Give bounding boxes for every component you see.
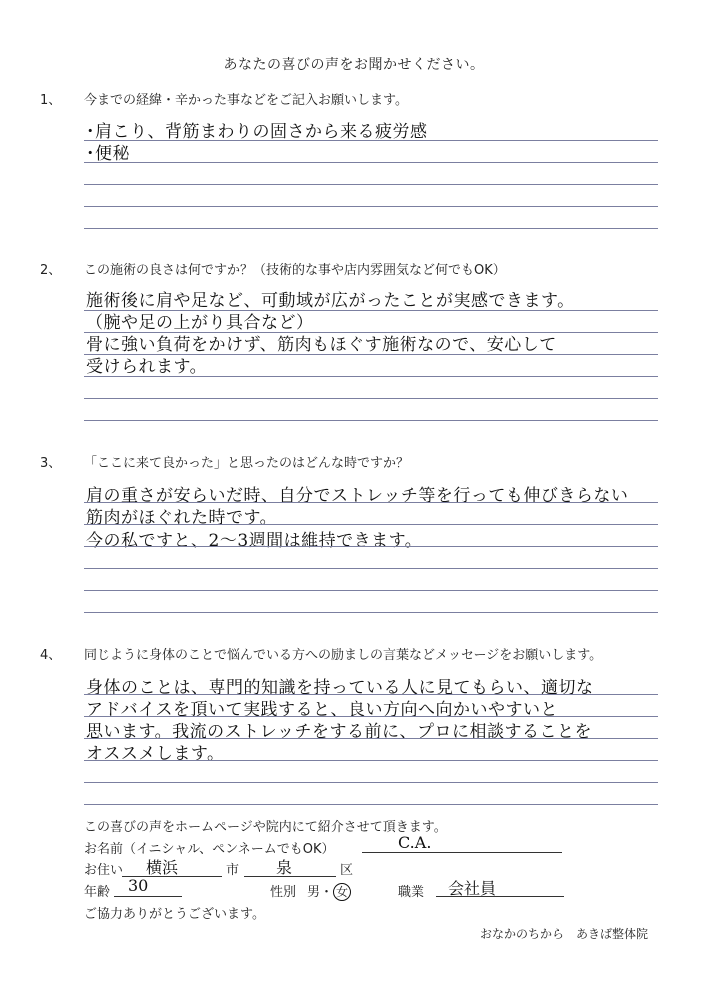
ruled-line [84,760,658,761]
answer-2-line-1: 施術後に肩や足など、可動域が広がったことが実感できます。 [86,291,575,311]
answer-2-line-2: （腕や足の上がり具合など） [86,313,314,333]
answer-4-line-3: 思います。我流のストレッチをする前に、プロに相談することを [86,722,592,742]
answer-3-line-3: 今の私ですと、2〜3週間は維持できます。 [86,531,423,551]
ruled-line [84,184,658,185]
answer-3-line-1: 肩の重さが安らいだ時、自分でストレッチ等を行っても伸びきらない [86,486,629,506]
age-underline [114,896,182,897]
question-4-text: 同じように身体のことで悩んでいる方への励ましの言葉などメッセージをお願いします。 [84,648,603,663]
question-2-text: この施術の良さは何ですか？（技術的な事や店内雰囲気など何でもOK） [84,263,506,278]
answer-1-line-2: ･便秘 [86,144,130,164]
answer-4-line-4: オススメします。 [86,744,225,764]
question-1-text: 今までの経緯・辛かった事などをご記入お願いします。 [84,93,408,108]
name-value: C.A. [398,833,432,852]
question-3-number: 3、 [40,456,62,471]
age-label: 年齢 [84,885,111,900]
gender-male: 男 [307,885,321,900]
ruled-line [84,420,658,421]
gender-label: 性別 [270,885,297,900]
question-4-number: 4、 [40,648,62,663]
ruled-line [84,332,658,333]
name-underline [362,852,562,853]
ward-suffix: 区 [340,863,354,878]
job-value: 会社員 [448,879,497,898]
age-value: 30 [128,876,149,895]
answer-4-line-1: 身体のことは、専門的知識を持っている人に見てもらい、適切な [86,678,594,698]
ruled-line [84,612,658,613]
question-2-number: 2、 [40,263,62,278]
ruled-line [84,376,658,377]
ruled-line [84,310,658,311]
question-1-number: 1、 [40,93,62,108]
city-value: 横浜 [146,858,179,877]
name-label: お名前（イニシャル、ペンネームでもOK） [84,842,335,857]
ruled-line [84,354,658,355]
ruled-line [84,804,658,805]
ruled-line [84,716,658,717]
answer-2-line-4: 受けられます。 [86,357,208,377]
ruled-line [84,524,658,525]
thanks-text: ご協力ありがとうございます。 [84,907,265,922]
ruled-line [84,398,658,399]
answer-1-line-1: ･肩こり、背筋まわりの固さから来る疲労感 [86,122,428,142]
question-3-text: 「ここに来て良かった」と思ったのはどんな時ですか？ [84,456,410,471]
gender-separator: ・ [320,885,334,900]
ruled-line [84,738,658,739]
clinic-name: おなかのちから あきば整体院 [480,927,649,941]
ruled-line [84,782,658,783]
ruled-line [84,206,658,207]
answer-4-line-2: アドバイスを頂いて実践すると、良い方向へ向かいやすいと [86,700,558,720]
job-underline [436,896,564,897]
ruled-line [84,140,658,141]
gender-female-circled: 女 [333,883,351,901]
gender-options [307,881,351,901]
ruled-line [84,590,658,591]
ruled-line [84,546,658,547]
publication-notice: この喜びの声をホームページや院内にて紹介させて頂きます。 [84,820,447,835]
ruled-line [84,228,658,229]
address-label: お住い [84,863,124,878]
ward-underline [244,876,336,877]
ruled-line [84,694,658,695]
answer-3-line-2: 筋肉がほぐれた時です。 [86,508,278,528]
survey-title: あなたの喜びの声をお聞かせください。 [223,57,485,73]
ruled-line [84,162,658,163]
job-label: 職業 [398,885,425,900]
answer-2-line-3: 骨に強い負荷をかけず、筋肉もほぐす施術なので、安心して [86,335,557,355]
ward-value: 泉 [276,858,293,877]
ruled-line [84,502,658,503]
city-suffix: 市 [226,863,240,878]
ruled-line [84,568,658,569]
